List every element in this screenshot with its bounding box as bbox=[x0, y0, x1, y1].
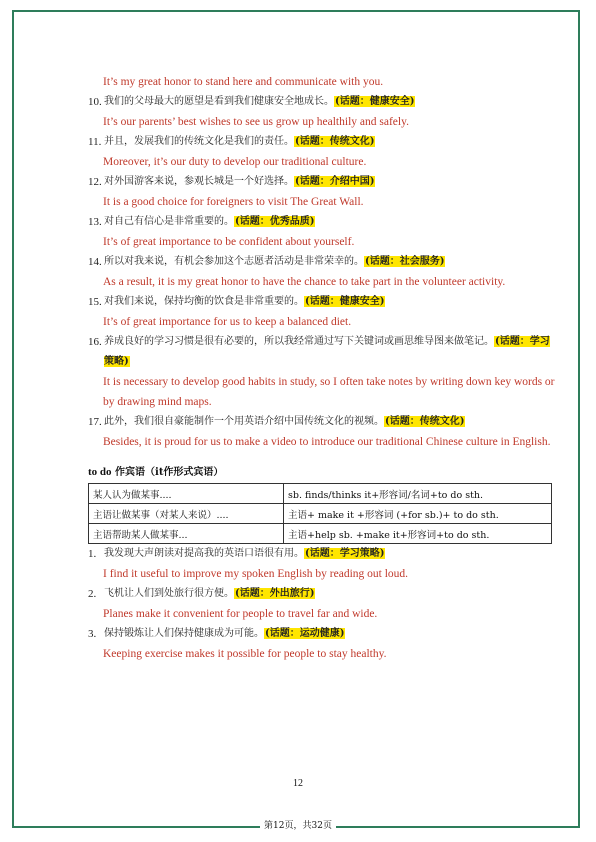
item-14 bbox=[88, 252, 558, 292]
document-content bbox=[88, 72, 558, 664]
table-row bbox=[89, 484, 552, 504]
item-number: 12. bbox=[88, 176, 102, 188]
topic-tag: (话题：介绍中国) bbox=[295, 176, 375, 187]
sentence-chinese: 并且，发展我们的传统文化是我们的责任。 bbox=[104, 136, 294, 147]
table-row bbox=[89, 504, 552, 524]
sentence-chinese: 我们的父母最大的愿望是看到我们健康安全地成长。 bbox=[104, 96, 334, 107]
sentence-chinese: 对我们来说，保持均衡的饮食是非常重要的。 bbox=[104, 296, 304, 307]
section-heading bbox=[88, 464, 558, 481]
topic-tag: (话题：优秀品质) bbox=[235, 216, 315, 227]
item-16 bbox=[88, 332, 558, 412]
example-2 bbox=[88, 584, 558, 624]
item-number: 16. bbox=[88, 336, 102, 348]
item-number: 11. bbox=[88, 136, 102, 148]
topic-tag: (话题：学习策略) bbox=[104, 336, 550, 367]
table-cell: 主语+help sb. +make it+形容词+to do sth. bbox=[284, 524, 552, 544]
topic-tag: (话题：传统文化) bbox=[295, 136, 375, 147]
sentence-english: I find it useful to improve my spoken English by reading out loud. bbox=[103, 568, 409, 580]
page-footer bbox=[0, 818, 596, 831]
sentence-english: Planes make it convenient for people to travel far and wide. bbox=[103, 608, 378, 620]
sentence-english: It’s my great honor to stand here and communicate with you. bbox=[103, 76, 384, 88]
item-15 bbox=[88, 292, 558, 332]
item-number: 3. bbox=[88, 628, 97, 640]
sentence-chinese: 养成良好的学习习惯是很有必要的，所以我经常通过写下关键词或画思维导图来做笔记。 bbox=[104, 336, 494, 347]
sentence-english: It’s of great importance to be confident about yourself. bbox=[103, 236, 355, 248]
sentence-english: Keeping exercise makes it possible for people to stay healthy. bbox=[103, 648, 387, 660]
sentence-english: Moreover, it’s our duty to develop our traditional culture. bbox=[103, 156, 367, 168]
sentence-english: It’s our parents’ best wishes to see us grow up healthily and safely. bbox=[103, 116, 409, 128]
sentence-english: Besides, it is proud for us to make a video to introduce our traditional Chinese culture in English. bbox=[103, 436, 551, 448]
item-10 bbox=[88, 92, 558, 132]
item-17 bbox=[88, 412, 558, 452]
sentence-english: It’s of great importance for us to keep a balanced diet. bbox=[103, 316, 352, 328]
table-cell: sb. finds/thinks it+形容词/名词+to do sth. bbox=[284, 484, 552, 504]
example-3 bbox=[88, 624, 558, 664]
sentence-chinese: 对外国游客来说，参观长城是一个好选择。 bbox=[104, 176, 294, 187]
pattern-table bbox=[88, 483, 552, 544]
item-number: 10. bbox=[88, 96, 102, 108]
topic-tag: (话题：健康安全) bbox=[335, 96, 415, 107]
item-number: 14. bbox=[88, 256, 102, 268]
sentence-chinese: 所以对我来说，有机会参加这个志愿者活动是非常荣幸的。 bbox=[104, 256, 364, 267]
sentence-english: As a result, it is my great honor to have the chance to take part in the volunteer activity. bbox=[103, 276, 506, 288]
topic-tag: (话题：运动健康) bbox=[265, 628, 345, 639]
section-heading-bold: to do bbox=[88, 466, 112, 478]
table-cell: 某人认为做某事.... bbox=[89, 484, 284, 504]
topic-tag: (话题：外出旅行) bbox=[235, 588, 315, 599]
sentence-english: It is a good choice for foreigners to visit The Great Wall. bbox=[103, 196, 364, 208]
sentence-chinese: 我发现大声朗读对提高我的英语口语很有用。 bbox=[104, 548, 304, 559]
sentence-chinese: 此外，我们很自豪能制作一个用英语介绍中国传统文化的视频。 bbox=[104, 416, 384, 427]
topic-tag: (话题：传统文化) bbox=[385, 416, 465, 427]
item-12 bbox=[88, 172, 558, 212]
item-number: 1. bbox=[88, 548, 97, 560]
page-footer-text: 第12页，共32页 bbox=[260, 821, 336, 831]
sentence-chinese: 飞机让人们到处旅行很方便。 bbox=[104, 588, 234, 599]
page-number: 12 bbox=[293, 778, 303, 789]
table-row bbox=[89, 524, 552, 544]
item-number: 13. bbox=[88, 216, 102, 228]
table-cell: 主语帮助某人做某事... bbox=[89, 524, 284, 544]
item-number: 15. bbox=[88, 296, 102, 308]
table-cell: 主语+ make it +形容词 (+for sb.)+ to do sth. bbox=[284, 504, 552, 524]
item-13 bbox=[88, 212, 558, 252]
sentence-english: It is necessary to develop good habits in study, so I often take notes by writing down key words or by drawing mind maps. bbox=[103, 376, 555, 408]
table-cell: 主语让做某事（对某人来说）.... bbox=[89, 504, 284, 524]
item-number: 2. bbox=[88, 588, 97, 600]
item-number: 17. bbox=[88, 416, 102, 428]
item-11 bbox=[88, 132, 558, 172]
sentence-chinese: 保持锻炼让人们保持健康成为可能。 bbox=[104, 628, 264, 639]
sentence-chinese: 对自己有信心是非常重要的。 bbox=[104, 216, 234, 227]
topic-tag: (话题：健康安全) bbox=[305, 296, 385, 307]
example-1 bbox=[88, 544, 558, 584]
topic-tag: (话题：社会服务) bbox=[365, 256, 445, 267]
section-heading-title: 作宾语（it作形式宾语） bbox=[115, 467, 224, 478]
topic-tag: (话题：学习策略) bbox=[305, 548, 385, 559]
